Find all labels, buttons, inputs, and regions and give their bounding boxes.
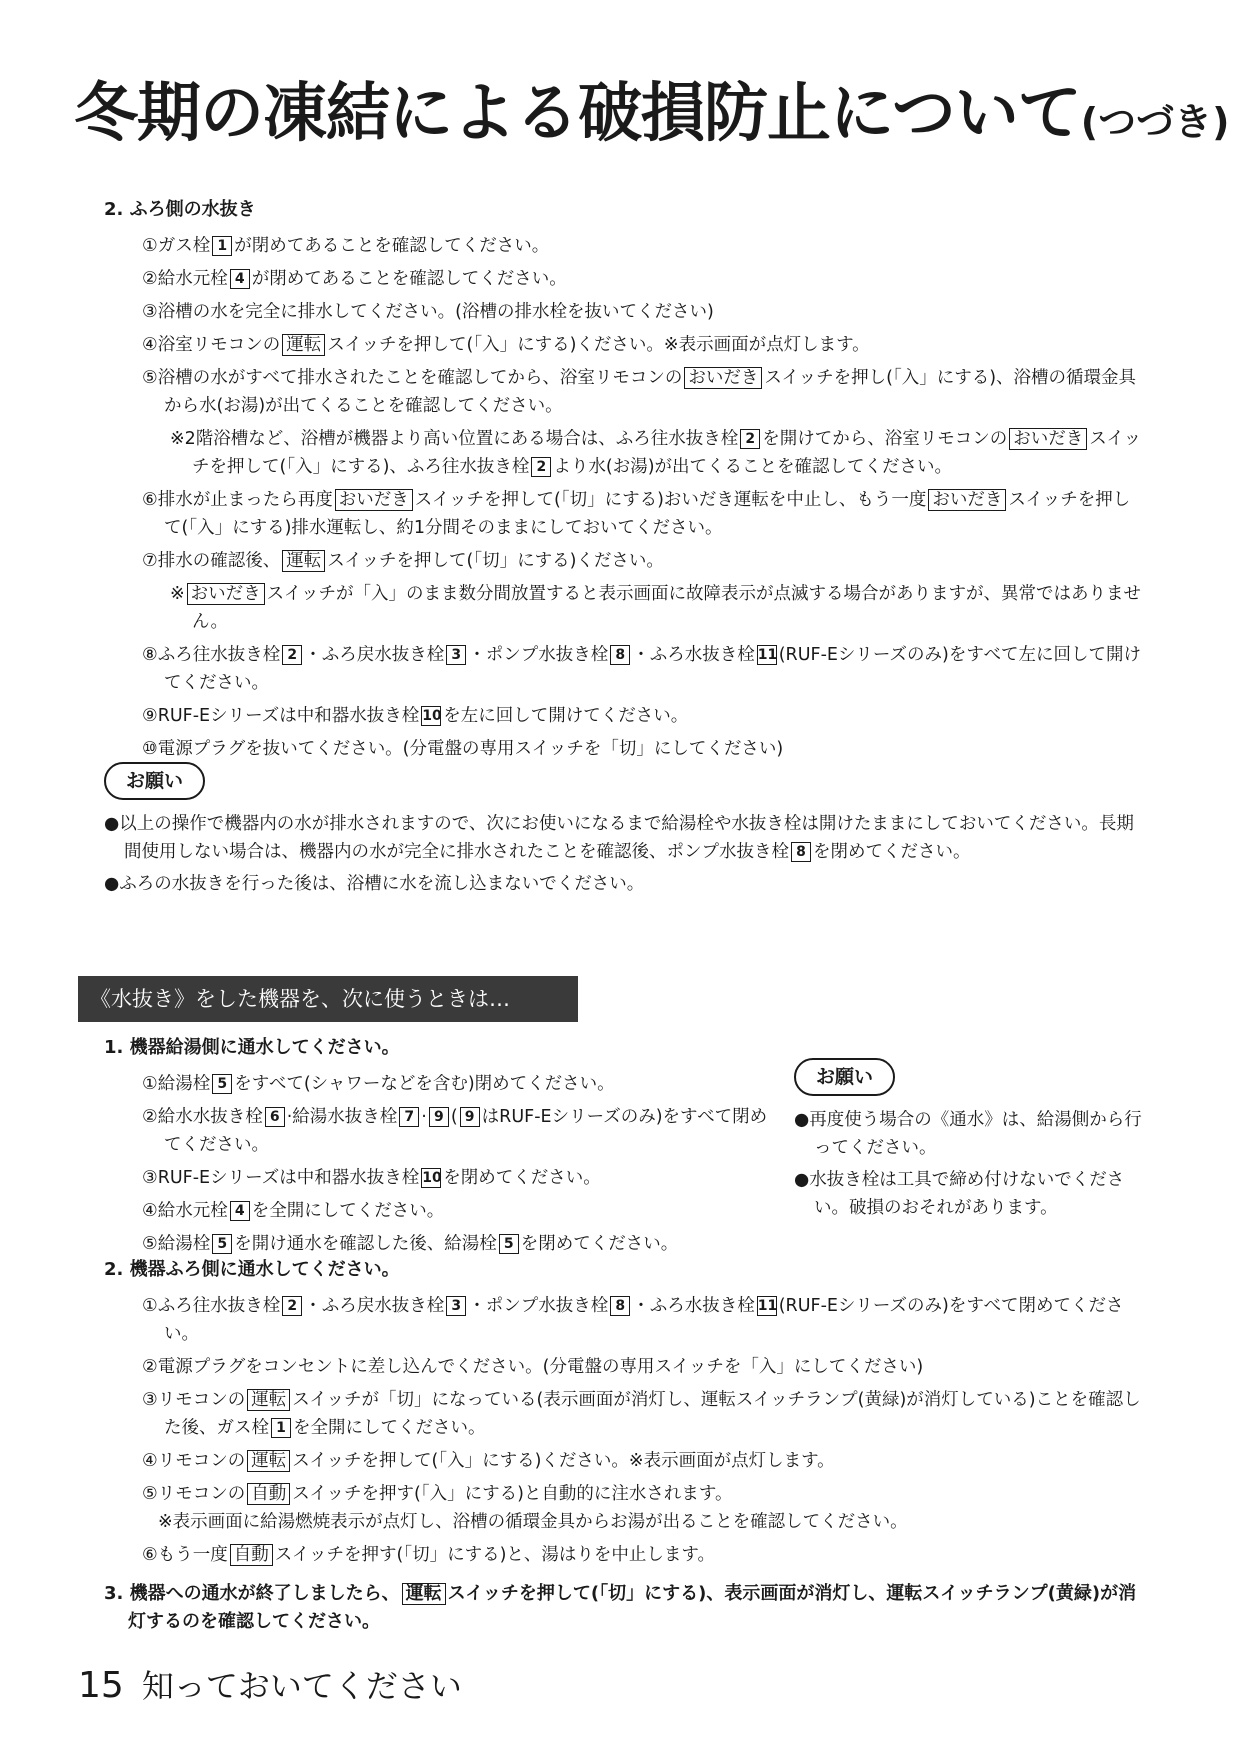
valve-number-box: 6 [265, 1107, 285, 1127]
valve-number-box: 2 [282, 1296, 302, 1316]
switch-label-box: 運転 [282, 334, 325, 356]
switch-label-box: 運転 [402, 1583, 446, 1605]
list-item: ③リモコンの 運転 スイッチが「切」になっている(表示画面が消灯し、運転スイッチランプ(黄緑)が消灯している)ことを確認した後、ガス栓 1 を全開にしてください。 [142, 1390, 1141, 1438]
list-item: ⑨RUF-Eシリーズは中和器水抜き栓 10を左に回して開けてください。 [142, 706, 689, 726]
valve-number-box: 2 [531, 457, 551, 477]
valve-number-box: 9 [429, 1107, 449, 1127]
section-refill-bath [104, 1256, 1144, 1574]
valve-number-box: 1 [212, 236, 232, 256]
valve-number-box: 1 [271, 1418, 291, 1438]
notice-bullet: ●再度使う場合の《通水》は、給湯側から行ってください。 [794, 1110, 1142, 1158]
valve-number-box: 9 [460, 1107, 480, 1127]
list-item: ①ガス栓 1 が閉めてあることを確認してください。 [142, 236, 550, 256]
switch-label-box: 運転 [247, 1389, 290, 1411]
valve-number-box: 10 [422, 1170, 442, 1186]
list-note: ※2階浴槽など、浴槽が機器より高い位置にある場合は、ふろ往水抜き栓 2 を開けてから、浴室リモコンの おいだき スイッチを押して(「入」にする)、ふろ往水抜き栓 2 より水(お湯)が出てくることを確認してください。 [170, 429, 1142, 477]
list-item: ⑦排水の確認後、 運転 スイッチを押して(「切」にする)ください。 [142, 551, 664, 571]
valve-number-box: 8 [791, 842, 811, 862]
switch-label-box: おいだき [1009, 428, 1087, 450]
list-item: ②給水元栓 4 が閉めてあることを確認してください。 [142, 269, 567, 289]
valve-number-box: 3 [446, 1296, 466, 1316]
section-refill-finish [104, 1580, 1144, 1640]
page-number: 15 [78, 1665, 124, 1706]
notice-label: お願い [794, 1058, 895, 1096]
list-note: ※表示画面に給湯燃焼表示が点灯し、浴槽の循環金具からお湯が出ることを確認してください。 [158, 1512, 908, 1532]
notice-bullet: ●水抜き栓は工具で締め付けないでください。破損のおそれがあります。 [794, 1170, 1125, 1218]
notice-request-2 [794, 1058, 1144, 1226]
valve-number-box: 3 [446, 645, 466, 665]
list-item: ④浴室リモコンの 運転 スイッチを押して(「入」にする)ください。※表示画面が点灯します。 [142, 335, 870, 355]
chapter-label: 知っておいてください [141, 1667, 462, 1705]
switch-label-box: おいだき [187, 583, 265, 605]
notice-request-1 [104, 762, 1144, 902]
list-item: ⑤リモコンの 自動 スイッチを押す(「入」にする)と自動的に注水されます。 [142, 1484, 733, 1504]
section-banner: 《水抜き》をした機器を、次に使うときは… [78, 976, 578, 1022]
valve-number-box: 11 [757, 647, 778, 663]
switch-label-box: 自動 [247, 1483, 290, 1505]
valve-number-box: 2 [740, 429, 760, 449]
valve-number-box: 5 [212, 1074, 232, 1094]
title-sub: (つづき) [1080, 100, 1230, 144]
notice-bullet: ●以上の操作で機器内の水が排水されますので、次にお使いになるまで給湯栓や水抜き栓は開けたままにしておいてください。長期間使用しない場合は、機器内の水が完全に排水されたことを確認後、ポンプ水抜き栓 8 を閉めてください。 [104, 814, 1134, 862]
switch-label-box: 自動 [230, 1544, 273, 1566]
list-item: ①給湯栓 5 をすべて(シャワーなどを含む)閉めてください。 [142, 1074, 615, 1094]
notice-bullet: ●ふろの水抜きを行った後は、浴槽に水を流し込まないでください。 [104, 874, 645, 894]
switch-label-box: おいだき [928, 489, 1006, 511]
section-heading: 2. ふろ側の水抜き [104, 199, 256, 220]
section-heading: 2. 機器ふろ側に通水してください。 [104, 1259, 400, 1280]
list-item: ④リモコンの 運転 スイッチを押して(「入」にする)ください。※表示画面が点灯します。 [142, 1451, 835, 1471]
switch-label-box: おいだき [335, 489, 413, 511]
valve-number-box: 4 [230, 1201, 250, 1221]
switch-label-box: 運転 [282, 550, 325, 572]
list-item: ①ふろ往水抜き栓 2 ・ふろ戻水抜き栓 3 ・ポンプ水抜き栓 8 ・ふろ水抜き栓 11(RUF-Eシリーズのみ)をすべて閉めてください。 [142, 1296, 1124, 1344]
list-item: ⑥もう一度 自動 スイッチを押す(「切」にする)と、湯はりを中止します。 [142, 1545, 716, 1565]
valve-number-box: 8 [610, 1296, 630, 1316]
list-item: ③浴槽の水を完全に排水してください。(浴槽の排水栓を抜いてください) [142, 302, 714, 322]
valve-number-box: 7 [399, 1107, 419, 1127]
page-footer [78, 1664, 462, 1707]
section-refill-hot-water [104, 1034, 784, 1263]
list-item: ②電源プラグをコンセントに差し込んでください。(分電盤の専用スイッチを「入」にしてください) [142, 1357, 924, 1377]
valve-number-box: 5 [212, 1234, 232, 1254]
valve-number-box: 10 [422, 708, 442, 724]
switch-label-box: 運転 [247, 1450, 290, 1472]
list-item: ③RUF-Eシリーズは中和器水抜き栓 10を閉めてください。 [142, 1168, 601, 1188]
list-item: ⑥排水が止まったら再度 おいだき スイッチを押して(「切」にする)おいだき運転を中止し、もう一度 おいだき スイッチを押して(「入」にする)排水運転し、約1分間そのままにしておいてください。 [142, 490, 1131, 538]
valve-number-box: 4 [230, 269, 250, 289]
list-item: ⑧ふろ往水抜き栓 2 ・ふろ戻水抜き栓 3 ・ポンプ水抜き栓 8 ・ふろ水抜き栓 11(RUF-Eシリーズのみ)をすべて左に回して開けてください。 [142, 645, 1142, 693]
page-title [74, 76, 1229, 153]
notice-label: お願い [104, 762, 205, 800]
list-item: ②給水水抜き栓 6 ·給湯水抜き栓 7 · 9 ( 9 はRUF-Eシリーズのみ)をすべて閉めてください。 [142, 1107, 768, 1155]
list-item: ⑤浴槽の水がすべて排水されたことを確認してから、浴室リモコンの おいだき スイッチを押し(「入」にする)、浴槽の循環金具から水(お湯)が出てくることを確認してください。 [142, 368, 1137, 416]
switch-label-box: おいだき [684, 367, 762, 389]
section-heading: 1. 機器給湯側に通水してください。 [104, 1037, 400, 1058]
title-main: 冬期の凍結による破損防止について [74, 77, 1081, 151]
list-item: ④給水元栓 4 を全開にしてください。 [142, 1201, 445, 1221]
list-note: ※ おいだき スイッチが「入」のまま数分間放置すると表示画面に故障表示が点滅する場合がありますが、異常ではありません。 [170, 584, 1141, 632]
list-item: ⑤給湯栓 5 を開け通水を確認した後、給湯栓 5 を閉めてください。 [142, 1234, 679, 1254]
list-item: ⑩電源プラグを抜いてください。(分電盤の専用スイッチを「切」にしてください) [142, 739, 784, 759]
valve-number-box: 11 [757, 1298, 778, 1314]
valve-number-box: 2 [282, 645, 302, 665]
section-bath-drain [104, 196, 1144, 768]
valve-number-box: 8 [610, 645, 630, 665]
final-step: 3. 機器への通水が終了しましたら、 運転 スイッチを押して(「切」にする)、表示画面が消灯し、運転スイッチランプ(黄緑)が消灯するのを確認してください。 [104, 1583, 1137, 1632]
valve-number-box: 5 [499, 1234, 519, 1254]
